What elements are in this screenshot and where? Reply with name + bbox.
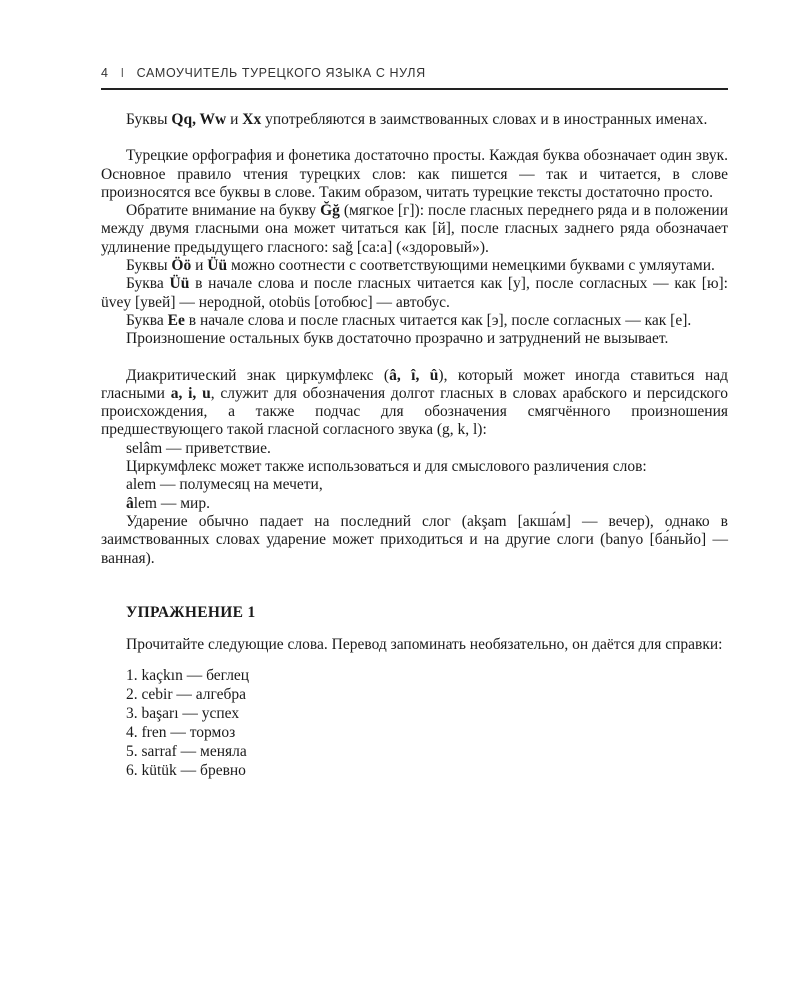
paragraph-foreign-letters: Буквы Qq, Ww и Xx употребляются в заимствованных словах и в иностранных именах. — [126, 111, 708, 128]
list-item: 4. fren — тормоз — [126, 724, 236, 742]
exercise-word-list — [101, 666, 728, 780]
paragraph-u-umlaut: Буква Üü в начале слова и после гласных читается как [у], после согласных — как [ю]: üvey [увей] — неродной, otobüs [отобюс] — автобус. — [101, 275, 728, 311]
list-item: 2. cebir — алгебра — [126, 686, 247, 704]
page-body — [101, 111, 728, 780]
paragraph-umlauts: Буквы Öö и Üü можно соотнести с соответствующими немецкими буквами с умляутами. — [126, 257, 715, 275]
page-number: 4 — [101, 66, 109, 80]
paragraph-orthography: Турецкие орфография и фонетика достаточно просты. Каждая буква обозначает один звук. Основное правило чтения турецких слов: как пишется — так и читается, в слове произносятся все буквы в слове. Таким образом, читать турецкие тексты достаточно просто. — [101, 147, 728, 201]
paragraph-letter-e: Буква Ee в начале слова и после гласных читается как [э], после согласных — как [е]. — [126, 311, 692, 329]
list-item: 5. sarraf — меняла — [126, 743, 247, 761]
paragraph-stress: Ударение обычно падает на последний слог (akşam [акша́м] — вечер), однако в заимствованных словах ударение может приходиться и на другие слоги (banyo [ба́ньйо] — ванная). — [101, 512, 728, 567]
example-alem: alem — полумесяц на мечети, — [126, 476, 323, 494]
paragraph-circumflex: Диакритический знак циркумфлекс (â, î, û), который может иногда ставиться над гласными a, i, u, служит для обозначения долгот гласных в словах арабского и персидского происхождения, а также подчас для обозначения смягчённого произношения предшествующего такой гласной согласного звука (g, k, l): — [101, 366, 728, 439]
header-separator: I — [120, 66, 125, 80]
exercise-instruction: Прочитайте следующие слова. Перевод запоминать необязательно, он даётся для справки: — [126, 636, 723, 654]
list-item: 1. kaçkın — беглец — [126, 667, 250, 685]
paragraph-circumflex-meaning: Циркумфлекс может также использоваться и для смыслового различения слов: — [126, 458, 647, 476]
exercise-heading: УПРАЖНЕНИЕ 1 — [126, 603, 256, 621]
example-alem-circumflex: âlem — мир. — [126, 494, 210, 512]
example-selam: selâm — приветствие. — [126, 439, 271, 457]
paragraph-other-letters: Произношение остальных букв достаточно прозрачно и затруднений не вызывает. — [126, 330, 669, 348]
paragraph-soft-g: Обратите внимание на букву Ğğ (мягкое [г]): после гласных переднего ряда и в положении между двумя гласными она может читаться как [й], после гласных заднего ряда обозначает удлинение предыдущего гласного: sağ [са:а] («здоровый»). — [101, 202, 728, 256]
header-rule — [101, 88, 728, 90]
list-item: 6. kütük — бревно — [126, 762, 246, 780]
book-title: САМОУЧИТЕЛЬ ТУРЕЦКОГО ЯЗЫКА С НУЛЯ — [136, 66, 426, 80]
running-header — [101, 66, 728, 80]
list-item: 3. başarı — успех — [126, 705, 240, 723]
